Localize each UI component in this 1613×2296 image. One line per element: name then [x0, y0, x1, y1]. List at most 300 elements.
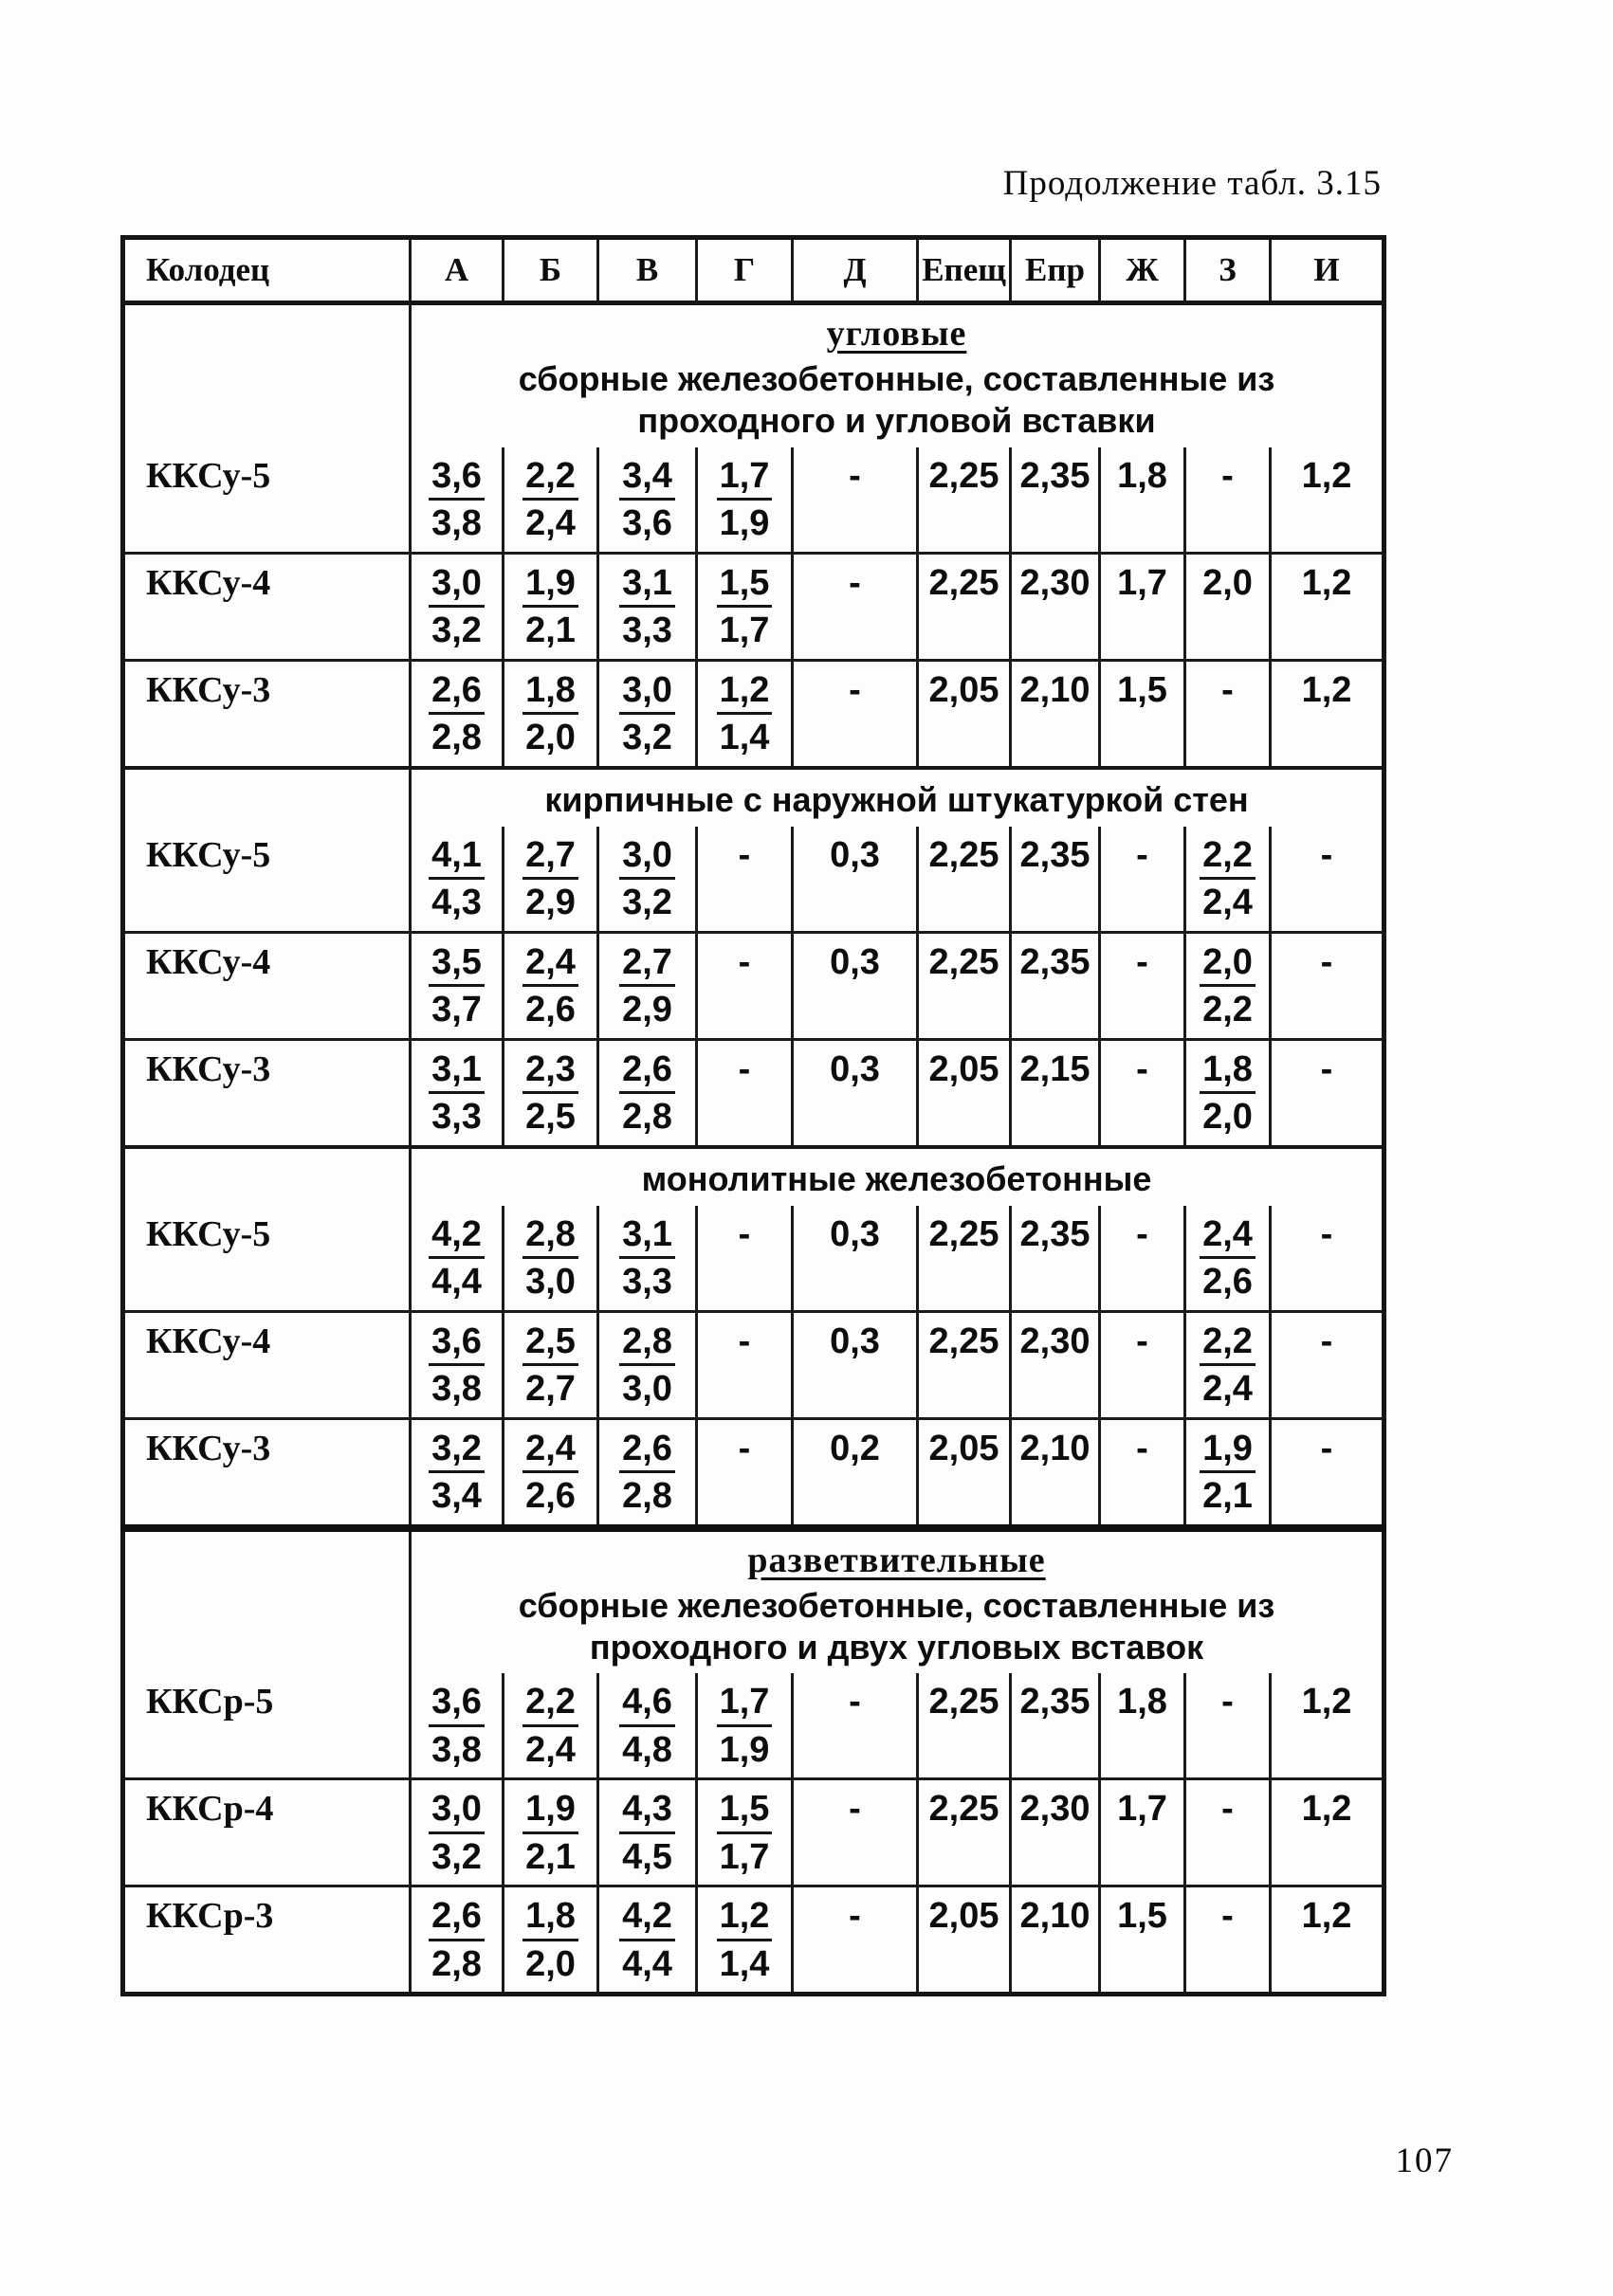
value-fraction	[505, 1682, 596, 1770]
value: 1,2	[1301, 562, 1352, 603]
value-fraction	[505, 1049, 596, 1138]
value-bottom: 3,2	[622, 883, 672, 923]
table-row	[123, 827, 1384, 933]
value-bottom: 4,4	[431, 1262, 482, 1303]
value: -	[1136, 834, 1148, 875]
value-cell	[697, 660, 793, 768]
value: -	[738, 1428, 751, 1468]
value: 2,10	[1019, 1428, 1091, 1468]
section-header	[411, 303, 1384, 447]
value: 2,10	[1019, 669, 1091, 710]
column-header: Колодец	[123, 238, 411, 303]
value: -	[849, 1789, 861, 1830]
value: -	[1320, 1428, 1333, 1468]
value-cell	[697, 1418, 793, 1528]
section-header	[411, 1528, 1384, 1674]
value-cell	[411, 1039, 504, 1147]
value-bottom: 1,7	[719, 610, 770, 651]
value-cell	[1011, 447, 1100, 554]
value: 2,05	[928, 1048, 999, 1089]
value-cell	[411, 1779, 504, 1886]
value-top: 2,6	[429, 670, 485, 716]
value: 1,2	[1301, 1789, 1352, 1830]
value-fraction	[412, 670, 501, 758]
value: -	[1136, 941, 1148, 982]
value-cell	[918, 1418, 1011, 1528]
value: 2,35	[1019, 1682, 1091, 1722]
value-cell	[793, 1886, 918, 1995]
value-cell	[918, 447, 1011, 554]
value-cell	[598, 1418, 697, 1528]
row-label: ККСу-4	[123, 932, 411, 1039]
value-cell	[1100, 553, 1185, 660]
value-top: 2,5	[522, 1321, 578, 1367]
value-cell	[411, 447, 504, 554]
value: -	[849, 562, 861, 603]
value-bottom: 2,6	[525, 990, 576, 1030]
value-fraction	[412, 1896, 501, 1984]
value-cell	[1271, 1673, 1384, 1779]
value-top: 1,7	[717, 1682, 773, 1727]
value-cell	[697, 827, 793, 933]
value-top: 3,0	[429, 563, 485, 609]
value-fraction	[505, 942, 596, 1030]
value-bottom: 2,4	[525, 1729, 576, 1770]
value-fraction	[412, 1789, 501, 1877]
value: 2,15	[1019, 1048, 1091, 1089]
table-row	[123, 1779, 1384, 1886]
value-bottom: 3,3	[431, 1097, 482, 1138]
value-cell	[1271, 1886, 1384, 1995]
value-cell	[1185, 553, 1271, 660]
value: 1,8	[1117, 1682, 1167, 1722]
value: 2,0	[1202, 562, 1253, 603]
value-top: 1,9	[522, 563, 578, 609]
value-bottom: 3,8	[431, 1729, 482, 1770]
value-bottom: 2,4	[525, 503, 576, 544]
value-cell	[918, 1206, 1011, 1312]
value: -	[1221, 669, 1234, 710]
value-cell	[793, 1039, 918, 1147]
value-top: 2,2	[1200, 1321, 1256, 1367]
value-cell	[793, 553, 918, 660]
value-cell	[1100, 660, 1185, 768]
value-top: 3,5	[429, 942, 485, 988]
value-fraction	[600, 1789, 694, 1877]
value: -	[738, 1213, 751, 1254]
value-bottom: 1,9	[719, 1729, 770, 1770]
value-top: 1,2	[717, 1896, 773, 1941]
value-fraction	[505, 835, 596, 923]
value-top: 4,3	[619, 1789, 675, 1834]
page-title: Продолжение табл. 3.15	[1002, 164, 1382, 203]
value-fraction	[600, 1682, 694, 1770]
value-cell	[1185, 1039, 1271, 1147]
value-cell	[504, 1673, 598, 1779]
value-fraction	[600, 456, 694, 544]
value-cell	[411, 660, 504, 768]
value-bottom: 2,8	[622, 1097, 672, 1138]
value-fraction	[699, 1896, 790, 1984]
value-fraction	[412, 1321, 501, 1410]
value-cell	[1100, 1206, 1185, 1312]
value-cell	[411, 1673, 504, 1779]
value-cell	[598, 827, 697, 933]
value-cell	[1271, 553, 1384, 660]
row-label: ККСу-3	[123, 660, 411, 768]
value-cell	[1271, 827, 1384, 933]
value-bottom: 2,7	[525, 1369, 576, 1410]
value: -	[1221, 1789, 1234, 1830]
section-header	[411, 768, 1384, 827]
value-cell	[793, 827, 918, 933]
value-fraction	[412, 456, 501, 544]
table-row	[123, 1206, 1384, 1312]
value: -	[738, 1321, 751, 1361]
value-fraction	[600, 942, 694, 1030]
value: 2,35	[1019, 834, 1091, 875]
value-fraction	[1187, 835, 1268, 923]
value-cell	[598, 1673, 697, 1779]
value-bottom: 2,1	[1202, 1476, 1253, 1517]
column-header: Б	[504, 238, 598, 303]
value: 2,05	[928, 1896, 999, 1937]
value-fraction	[412, 563, 501, 651]
value: 0,3	[830, 834, 880, 875]
value-cell	[1271, 1418, 1384, 1528]
value: -	[849, 669, 861, 710]
row-label: ККСр-3	[123, 1886, 411, 1995]
value-bottom: 3,2	[622, 718, 672, 758]
value-bottom: 3,8	[431, 1369, 482, 1410]
value-cell	[1011, 1206, 1100, 1312]
value-cell	[1011, 553, 1100, 660]
value-fraction	[505, 563, 596, 651]
value-cell	[1185, 1673, 1271, 1779]
section-header-row	[123, 768, 1384, 827]
value-cell	[793, 1673, 918, 1779]
value: 1,5	[1117, 1896, 1167, 1937]
value-cell	[697, 1673, 793, 1779]
value-cell	[1100, 1673, 1185, 1779]
value: 1,7	[1117, 562, 1167, 603]
value-top: 2,7	[522, 835, 578, 881]
value-top: 3,0	[429, 1789, 485, 1834]
value-cell	[697, 1779, 793, 1886]
value-cell	[504, 1418, 598, 1528]
value-top: 1,9	[1200, 1429, 1256, 1474]
value: 0,2	[830, 1428, 880, 1468]
table-row	[123, 447, 1384, 554]
value-bottom: 4,8	[622, 1729, 672, 1770]
value-fraction	[1187, 1214, 1268, 1303]
value-top: 1,8	[522, 1896, 578, 1941]
value-cell	[918, 827, 1011, 933]
value-cell	[504, 932, 598, 1039]
value-cell	[504, 553, 598, 660]
value-bottom: 2,9	[525, 883, 576, 923]
value: 2,30	[1019, 1321, 1091, 1361]
value-fraction	[1187, 1429, 1268, 1517]
value-top: 3,6	[429, 1682, 485, 1727]
table-row	[123, 1039, 1384, 1147]
value-cell	[1100, 827, 1185, 933]
value-fraction	[699, 670, 790, 758]
value: -	[1136, 1321, 1148, 1361]
value: -	[1221, 1682, 1234, 1722]
value-fraction	[505, 1896, 596, 1984]
value-bottom: 3,0	[525, 1262, 576, 1303]
value-cell	[793, 1206, 918, 1312]
value: 2,10	[1019, 1896, 1091, 1937]
value-fraction	[699, 1682, 790, 1770]
value-cell	[1185, 660, 1271, 768]
value-cell	[697, 1311, 793, 1418]
value-top: 2,3	[522, 1049, 578, 1095]
value-fraction	[412, 1049, 501, 1138]
value-top: 2,4	[1200, 1214, 1256, 1260]
value-cell	[1100, 1418, 1185, 1528]
value-fraction	[1187, 1049, 1268, 1138]
section-description: сборные железобетонные, составленные из проходного и двух угловых вставок	[518, 1585, 1275, 1667]
section-label-spacer	[123, 1528, 411, 1674]
value: -	[1136, 1428, 1148, 1468]
value-top: 2,0	[1200, 942, 1256, 988]
value-top: 2,8	[619, 1321, 675, 1367]
value-bottom: 2,4	[1202, 1369, 1253, 1410]
value-top: 2,4	[522, 942, 578, 988]
row-label: ККСр-4	[123, 1779, 411, 1886]
value-cell	[1185, 1311, 1271, 1418]
table-row	[123, 1673, 1384, 1779]
value-cell	[1011, 1039, 1100, 1147]
value-fraction	[505, 1321, 596, 1410]
value-top: 1,8	[1200, 1049, 1256, 1095]
value-fraction	[505, 1429, 596, 1517]
section-header-row	[123, 1528, 1384, 1674]
row-label: ККСу-3	[123, 1418, 411, 1528]
value-cell	[504, 1779, 598, 1886]
value-cell	[1185, 827, 1271, 933]
value-cell	[1100, 1886, 1185, 1995]
value-fraction	[699, 563, 790, 651]
column-header: З	[1185, 238, 1271, 303]
value: 2,25	[928, 1213, 999, 1254]
value-top: 2,4	[522, 1429, 578, 1474]
value-top: 1,8	[522, 670, 578, 716]
value-cell	[1011, 1886, 1100, 1995]
value-bottom: 2,0	[1202, 1097, 1253, 1138]
value-cell	[697, 553, 793, 660]
value-bottom: 3,2	[431, 1836, 482, 1877]
value-top: 2,6	[619, 1429, 675, 1474]
value: 1,2	[1301, 455, 1352, 496]
value-cell	[504, 447, 598, 554]
value-top: 4,2	[619, 1896, 675, 1941]
value: -	[1221, 1896, 1234, 1937]
column-header: Д	[793, 238, 918, 303]
value-cell	[411, 553, 504, 660]
value: 2,35	[1019, 1213, 1091, 1254]
row-label: ККСу-5	[146, 834, 271, 875]
value-fraction	[699, 1789, 790, 1877]
value-bottom: 2,0	[525, 718, 576, 758]
value-bottom: 3,6	[622, 503, 672, 544]
value-cell	[1271, 447, 1384, 554]
value-cell	[598, 660, 697, 768]
value-top: 1,7	[717, 456, 773, 501]
table-row	[123, 1418, 1384, 1528]
value-fraction	[600, 1049, 694, 1138]
value-cell	[1100, 1039, 1185, 1147]
value-cell	[598, 932, 697, 1039]
value-fraction	[699, 456, 790, 544]
column-header: Г	[697, 238, 793, 303]
value-bottom: 3,3	[622, 1262, 672, 1303]
value: 2,25	[928, 1682, 999, 1722]
value-fraction	[600, 1214, 694, 1303]
value-top: 2,7	[619, 942, 675, 988]
value-top: 4,2	[429, 1214, 485, 1260]
column-header: Епещ	[918, 238, 1011, 303]
table-row	[123, 553, 1384, 660]
value: -	[1136, 1213, 1148, 1254]
value-bottom: 2,8	[431, 718, 482, 758]
value-cell	[918, 660, 1011, 768]
value-cell	[598, 1206, 697, 1312]
section-title: разветвительные	[747, 1540, 1046, 1580]
value-cell	[697, 1039, 793, 1147]
value-cell	[1271, 932, 1384, 1039]
value-cell	[411, 1311, 504, 1418]
value-bottom: 4,5	[622, 1836, 672, 1877]
value-cell	[1011, 827, 1100, 933]
value-top: 1,2	[717, 670, 773, 716]
value-cell	[918, 932, 1011, 1039]
value-cell	[697, 932, 793, 1039]
value: -	[1320, 1213, 1333, 1254]
section-label-spacer	[123, 1147, 411, 1206]
value-cell	[1185, 1206, 1271, 1312]
value-cell	[918, 1673, 1011, 1779]
value-fraction	[600, 670, 694, 758]
value-top: 4,6	[619, 1682, 675, 1727]
value-cell	[598, 1886, 697, 1995]
value-top: 2,2	[522, 456, 578, 501]
value-top: 1,5	[717, 1789, 773, 1834]
value: 0,3	[830, 941, 880, 982]
value-fraction	[1187, 1321, 1268, 1410]
value: 1,5	[1117, 669, 1167, 710]
value-top: 2,6	[429, 1896, 485, 1941]
value-cell	[1011, 932, 1100, 1039]
value-bottom: 2,9	[622, 990, 672, 1030]
value-cell	[697, 447, 793, 554]
value-fraction	[600, 1429, 694, 1517]
value: 2,05	[928, 1428, 999, 1468]
table-row	[123, 1311, 1384, 1418]
value-bottom: 2,8	[431, 1943, 482, 1984]
value-top: 3,2	[429, 1429, 485, 1474]
value: -	[738, 834, 751, 875]
section-header-row	[123, 303, 1384, 447]
value-bottom: 1,4	[719, 718, 770, 758]
value-top: 3,4	[619, 456, 675, 501]
value-bottom: 3,7	[431, 990, 482, 1030]
value-bottom: 1,9	[719, 503, 770, 544]
value-bottom: 2,8	[622, 1476, 672, 1517]
value-cell	[1100, 1779, 1185, 1886]
value-fraction	[412, 1429, 501, 1517]
value-cell	[918, 1311, 1011, 1418]
value: 2,05	[928, 669, 999, 710]
section-description: сборные железобетонные, составленные из проходного и угловой вставки	[518, 359, 1275, 440]
value: 2,35	[1019, 455, 1091, 496]
row-label: ККСу-4	[123, 1311, 411, 1418]
value-top: 2,2	[1200, 835, 1256, 881]
value: 2,25	[928, 1789, 999, 1830]
value-cell	[793, 1418, 918, 1528]
value: 2,25	[928, 834, 999, 875]
value-cell	[1100, 447, 1185, 554]
value-bottom: 2,0	[525, 1943, 576, 1984]
value-fraction	[412, 1214, 501, 1303]
value-cell	[1011, 660, 1100, 768]
value-fraction	[600, 1896, 694, 1984]
value-cell	[1185, 1886, 1271, 1995]
value-fraction	[412, 1682, 501, 1770]
value-bottom: 3,0	[622, 1369, 672, 1410]
value-top: 3,1	[429, 1049, 485, 1095]
value-cell	[598, 553, 697, 660]
value-cell	[411, 1206, 504, 1312]
value-cell	[1185, 1418, 1271, 1528]
section-description: кирпичные с наружной штукатуркой стен	[544, 779, 1249, 819]
value-cell	[697, 1886, 793, 1995]
value-cell	[1185, 932, 1271, 1039]
value: 1,2	[1301, 1896, 1352, 1937]
value-bottom: 1,4	[719, 1943, 770, 1984]
value-bottom: 2,6	[525, 1476, 576, 1517]
value: 2,25	[928, 1321, 999, 1361]
value: -	[738, 1048, 751, 1089]
value: -	[849, 455, 861, 496]
row-label: ККСу-5	[146, 455, 271, 496]
value-bottom: 2,6	[1202, 1262, 1253, 1303]
value-cell	[504, 1039, 598, 1147]
value-cell	[411, 1418, 504, 1528]
value-cell	[793, 447, 918, 554]
value-bottom: 2,5	[525, 1097, 576, 1138]
value-top: 1,9	[522, 1789, 578, 1834]
section-header	[411, 1147, 1384, 1206]
row-label: ККСу-3	[123, 1039, 411, 1147]
value: -	[1320, 1048, 1333, 1089]
value: -	[1320, 1321, 1333, 1361]
value-cell	[1271, 660, 1384, 768]
value-cell	[918, 1039, 1011, 1147]
dimensions-table	[120, 235, 1386, 1996]
value-cell	[411, 827, 504, 933]
value-top: 1,5	[717, 563, 773, 609]
section-label-spacer	[123, 303, 411, 447]
value-cell	[793, 1311, 918, 1418]
value-cell	[918, 1779, 1011, 1886]
value: 0,3	[830, 1213, 880, 1254]
value-cell	[504, 1206, 598, 1312]
column-header: Епр	[1011, 238, 1100, 303]
value-cell	[1100, 1311, 1185, 1418]
